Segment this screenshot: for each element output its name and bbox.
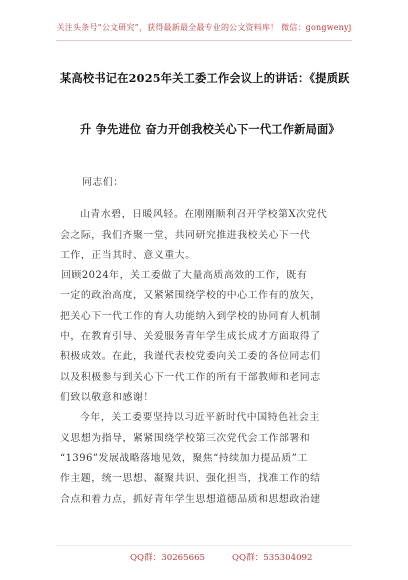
paragraph-line: 们致以敬意和感谢！ [60,392,154,403]
footer [0,551,408,565]
paragraph-line: 把关心下一代工作的育人功能纳入到学校的协同育人机制 [60,311,321,322]
header-divider [56,40,352,41]
document-title-line-1: 某高校书记在2025年关工委工作会议上的讲话：《提质跃 [60,71,350,85]
salutation: 同志们： [82,177,124,188]
paragraph-line: 积极成效。在此，我谨代表校党委向关工委的各位同志们 [60,351,321,362]
paragraph-line: 作主题，统一思想、凝聚共识、强化担当，找准工作的结 [60,473,321,484]
paragraph-line: 一定的政治高度，又紧紧围绕学校的中心工作有的放矢， [60,290,321,301]
footer-qq-group-2: QQ群：535304092 [232,553,313,563]
paragraph-line: 以及积极参与到关心下一代工作的所有干部教师和老同志 [60,372,321,383]
paragraph-line: “1396”发展战略落地见效，聚焦“持续加力提品质”工 [60,453,308,464]
paragraph-line: 工作，正当其时、意义重大。 [60,250,196,261]
paragraph-line: 合点和着力点，抓好青年学生思想道德品质和思想政治建 [60,494,321,505]
paragraph-line: 今年，关工委要坚持以习近平新时代中国特色社会主 [80,412,320,423]
footer-divider [56,545,352,546]
paragraph-line: 义思想为指导，紧紧围绕学校第三次党代会工作部署和 [60,433,311,444]
footer-qq-group-1: QQ群：30265665 [130,553,206,563]
header-banner: 关注头条号“公文研究”，获得最新最全最专业的公文资料库！ 微信：gongwenyj [56,23,352,32]
paragraph-line: 中，在教育引导、关爱服务青年学生成长成才方面取得了 [60,331,321,342]
paragraph-line: 山青水碧，日暖风轻。在刚刚顺利召开学校第X次党代 [80,209,328,220]
document-title-line-2: 升 争先进位 奋力开创我校关心下一代工作新局面》 [80,122,340,136]
paragraph-line: 会之际，我们齐聚一堂，共同研究推进我校关心下一代 [60,230,311,241]
paragraph-line: 回顾2024年，关工委做了大量高质高效的工作，既有 [61,270,308,281]
